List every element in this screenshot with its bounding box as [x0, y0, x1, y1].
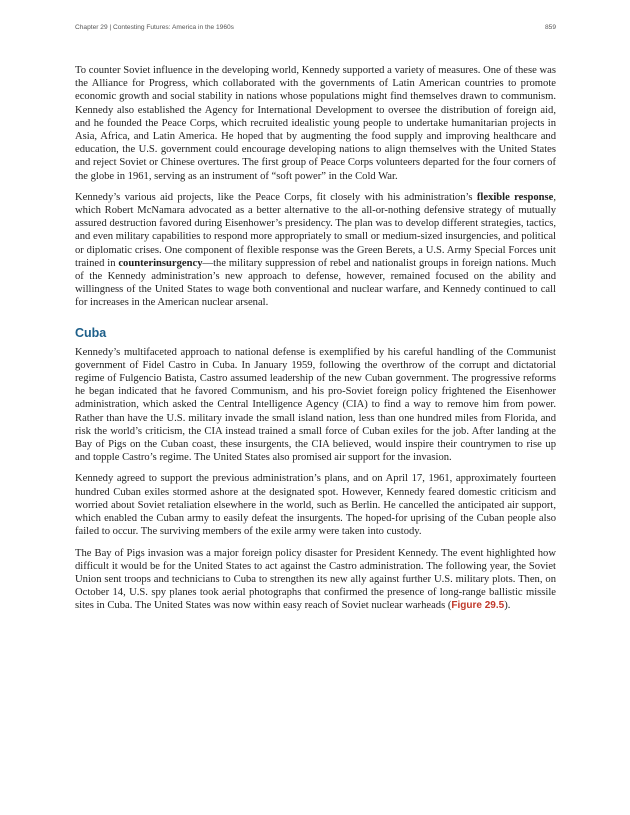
paragraph-castro: Kennedy’s multifaceted approach to national defense is exemplified by his careful handling of the Communist government of Fidel Castro in Cuba. In January 1959, following the overthrow of the corrupt and dictatorial regime of Fulgencio Batista, Castro assumed leadership of the new Cuban government. The progressive reforms he began indicated that he favored Communism, and his pro-Soviet foreign policy frightened the Eisenhower administration, which asked the Central Intelligence Agency (CIA) to find a way to remove him from power. Rather than have the U.S. military invade the small island nation, less than one hundred miles from Florida, and risk the world’s criticism, the CIA instead trained a small force of Cuban exiles for the job. After landing at the Bay of Pigs on the Cuban coast, these insurgents, the CIA believed, would inspire their countrymen to rise up and topple Castro’s regime. The United States also promised air support for the invasion.	[75, 346, 556, 464]
paragraph-bay-of-pigs-landing: Kennedy agreed to support the previous administration’s plans, and on April 17, 1961, approximately fourteen hundred Cuban exiles stormed ashore at the designated spot. However, Kennedy feared domestic criticism and worried about Soviet retaliation elsewhere in the world, such as Berlin. He cancelled the anticipated air support, which enabled the Cuban army to easily defeat the insurgents. The hoped-for uprising of the Cuban people also failed to occur. The surviving members of the exile army were taken into custody.	[75, 473, 556, 538]
page-body	[75, 64, 556, 621]
section-heading-cuba: Cuba	[75, 325, 107, 340]
paragraph-flexible-response	[75, 191, 556, 310]
page-number: 859	[544, 24, 556, 31]
key-term-counterinsurgency: counterinsurgency	[118, 257, 203, 269]
key-term-flexible-response: flexible response	[476, 191, 554, 203]
paragraph-soviet-influence: To counter Soviet influence in the developing world, Kennedy supported a variety of measures. One of these was the Alliance for Progress, which collaborated with the governments of Latin American countries to promote economic growth and social stability in nations whose populations might find themselves drawn to communism. Kennedy also established the Agency for International Development to oversee the distribution of foreign aid, and he founded the Peace Corps, which recruited idealistic young people to undertake humanitarian projects in Asia, Africa, and Latin America. He hoped that by augmenting the food supply and improving healthcare and education, the U.S. government could encourage developing nations to align themselves with the United States and reject Soviet or Chinese overtures. The first group of Peace Corps volunteers departed for the four corners of the globe in 1961, serving as an instrument of “soft power” in the Cold War.	[75, 65, 556, 182]
paragraph-text: , which Robert McNamara advocated as a better alternative to the all-or-nothing defensive strategy of mutually assured destruction favored during Eisenhower’s presidency. The plan was to develop different strategies, tactics, and even military capabilities to respond more appropriately to small or medium-sized insurgencies, and political or diplomatic crises. One component of flexible response was the Green Berets, a U.S. Army Special Forces unit trained in	[75, 191, 557, 269]
paragraph-missile-sites	[75, 547, 556, 613]
figure-reference-link[interactable]: Figure 29.5	[451, 600, 505, 612]
chapter-title: Chapter 29 | Contesting Futures: America in the 1960s	[75, 24, 234, 31]
paragraph-text: ).	[504, 600, 511, 612]
paragraph-text: —the military suppression of rebel and nationalist groups in foreign nations. Much of the Kennedy administration’s new approach to defense, however, remained focused on the ability and willingness of the United States to wage both conventional and nuclear warfare, and Kennedy continued to call for increases in the American nuclear arsenal.	[75, 257, 557, 309]
paragraph-text: Kennedy’s various aid projects, like the Peace Corps, fit closely with his administration’s	[75, 191, 477, 203]
paragraph-text: The Bay of Pigs invasion was a major foreign policy disaster for President Kennedy. The event highlighted how difficult it would be for the United States to act against the Castro administration. The following year, the Soviet Union sent troops and technicians to Cuba to strengthen its new ally against further U.S. military plots. Then, on October 14, U.S. spy planes took aerial photographs that confirmed the presence of long-range ballistic missile sites in Cuba. The United States was now within easy reach of Soviet nuclear warheads (	[75, 547, 556, 612]
